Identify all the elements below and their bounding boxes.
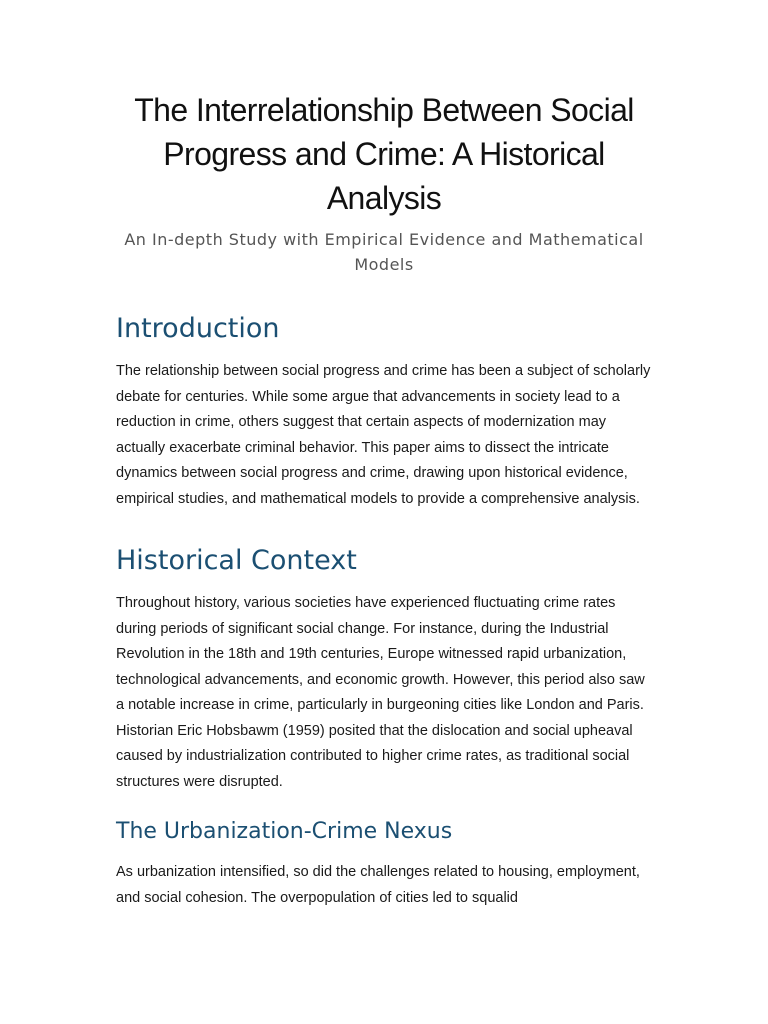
paper-subtitle: An In-depth Study with Empirical Evidence and Mathematical Models — [124, 230, 644, 274]
paper-page — [116, 0, 652, 911]
section-heading-introduction: Introduction — [116, 313, 280, 344]
paper-title: The Interrelationship Between Social Progress and Crime: A Historical Analysis — [134, 92, 634, 216]
historical-context-paragraph: Throughout history, various societies have experienced fluctuating crime rates during periods of significant social change. For instance, during the Industrial Revolution in the 18th and 19th centuries, Europe witnessed rapid urbanization, technological advancements, and economic growth. However, this period also saw a notable increase in crime, particularly in burgeoning cities like London and Paris. Historian Eric Hobsbawm (1959) posited that the dislocation and social upheaval caused by industrialization contributed to higher crime rates, as traditional social structures were disrupted. — [116, 595, 645, 790]
urbanization-crime-nexus-paragraph: As urbanization intensified, so did the challenges related to housing, employment, and social cohesion. The overpopulation of cities led to squalid — [116, 864, 640, 906]
subsection-heading-urbanization-crime-nexus: The Urbanization-Crime Nexus — [116, 819, 453, 844]
introduction-paragraph: The relationship between social progress and crime has been a subject of scholarly debate for centuries. While some argue that advancements in society lead to a reduction in crime, others suggest that certain aspects of modernization may actually exacerbate criminal behavior. This paper aims to dissect the intricate dynamics between social progress and crime, drawing upon historical evidence, empirical studies, and mathematical models to provide a comprehensive analysis. — [116, 363, 651, 507]
section-heading-historical-context: Historical Context — [116, 545, 357, 576]
